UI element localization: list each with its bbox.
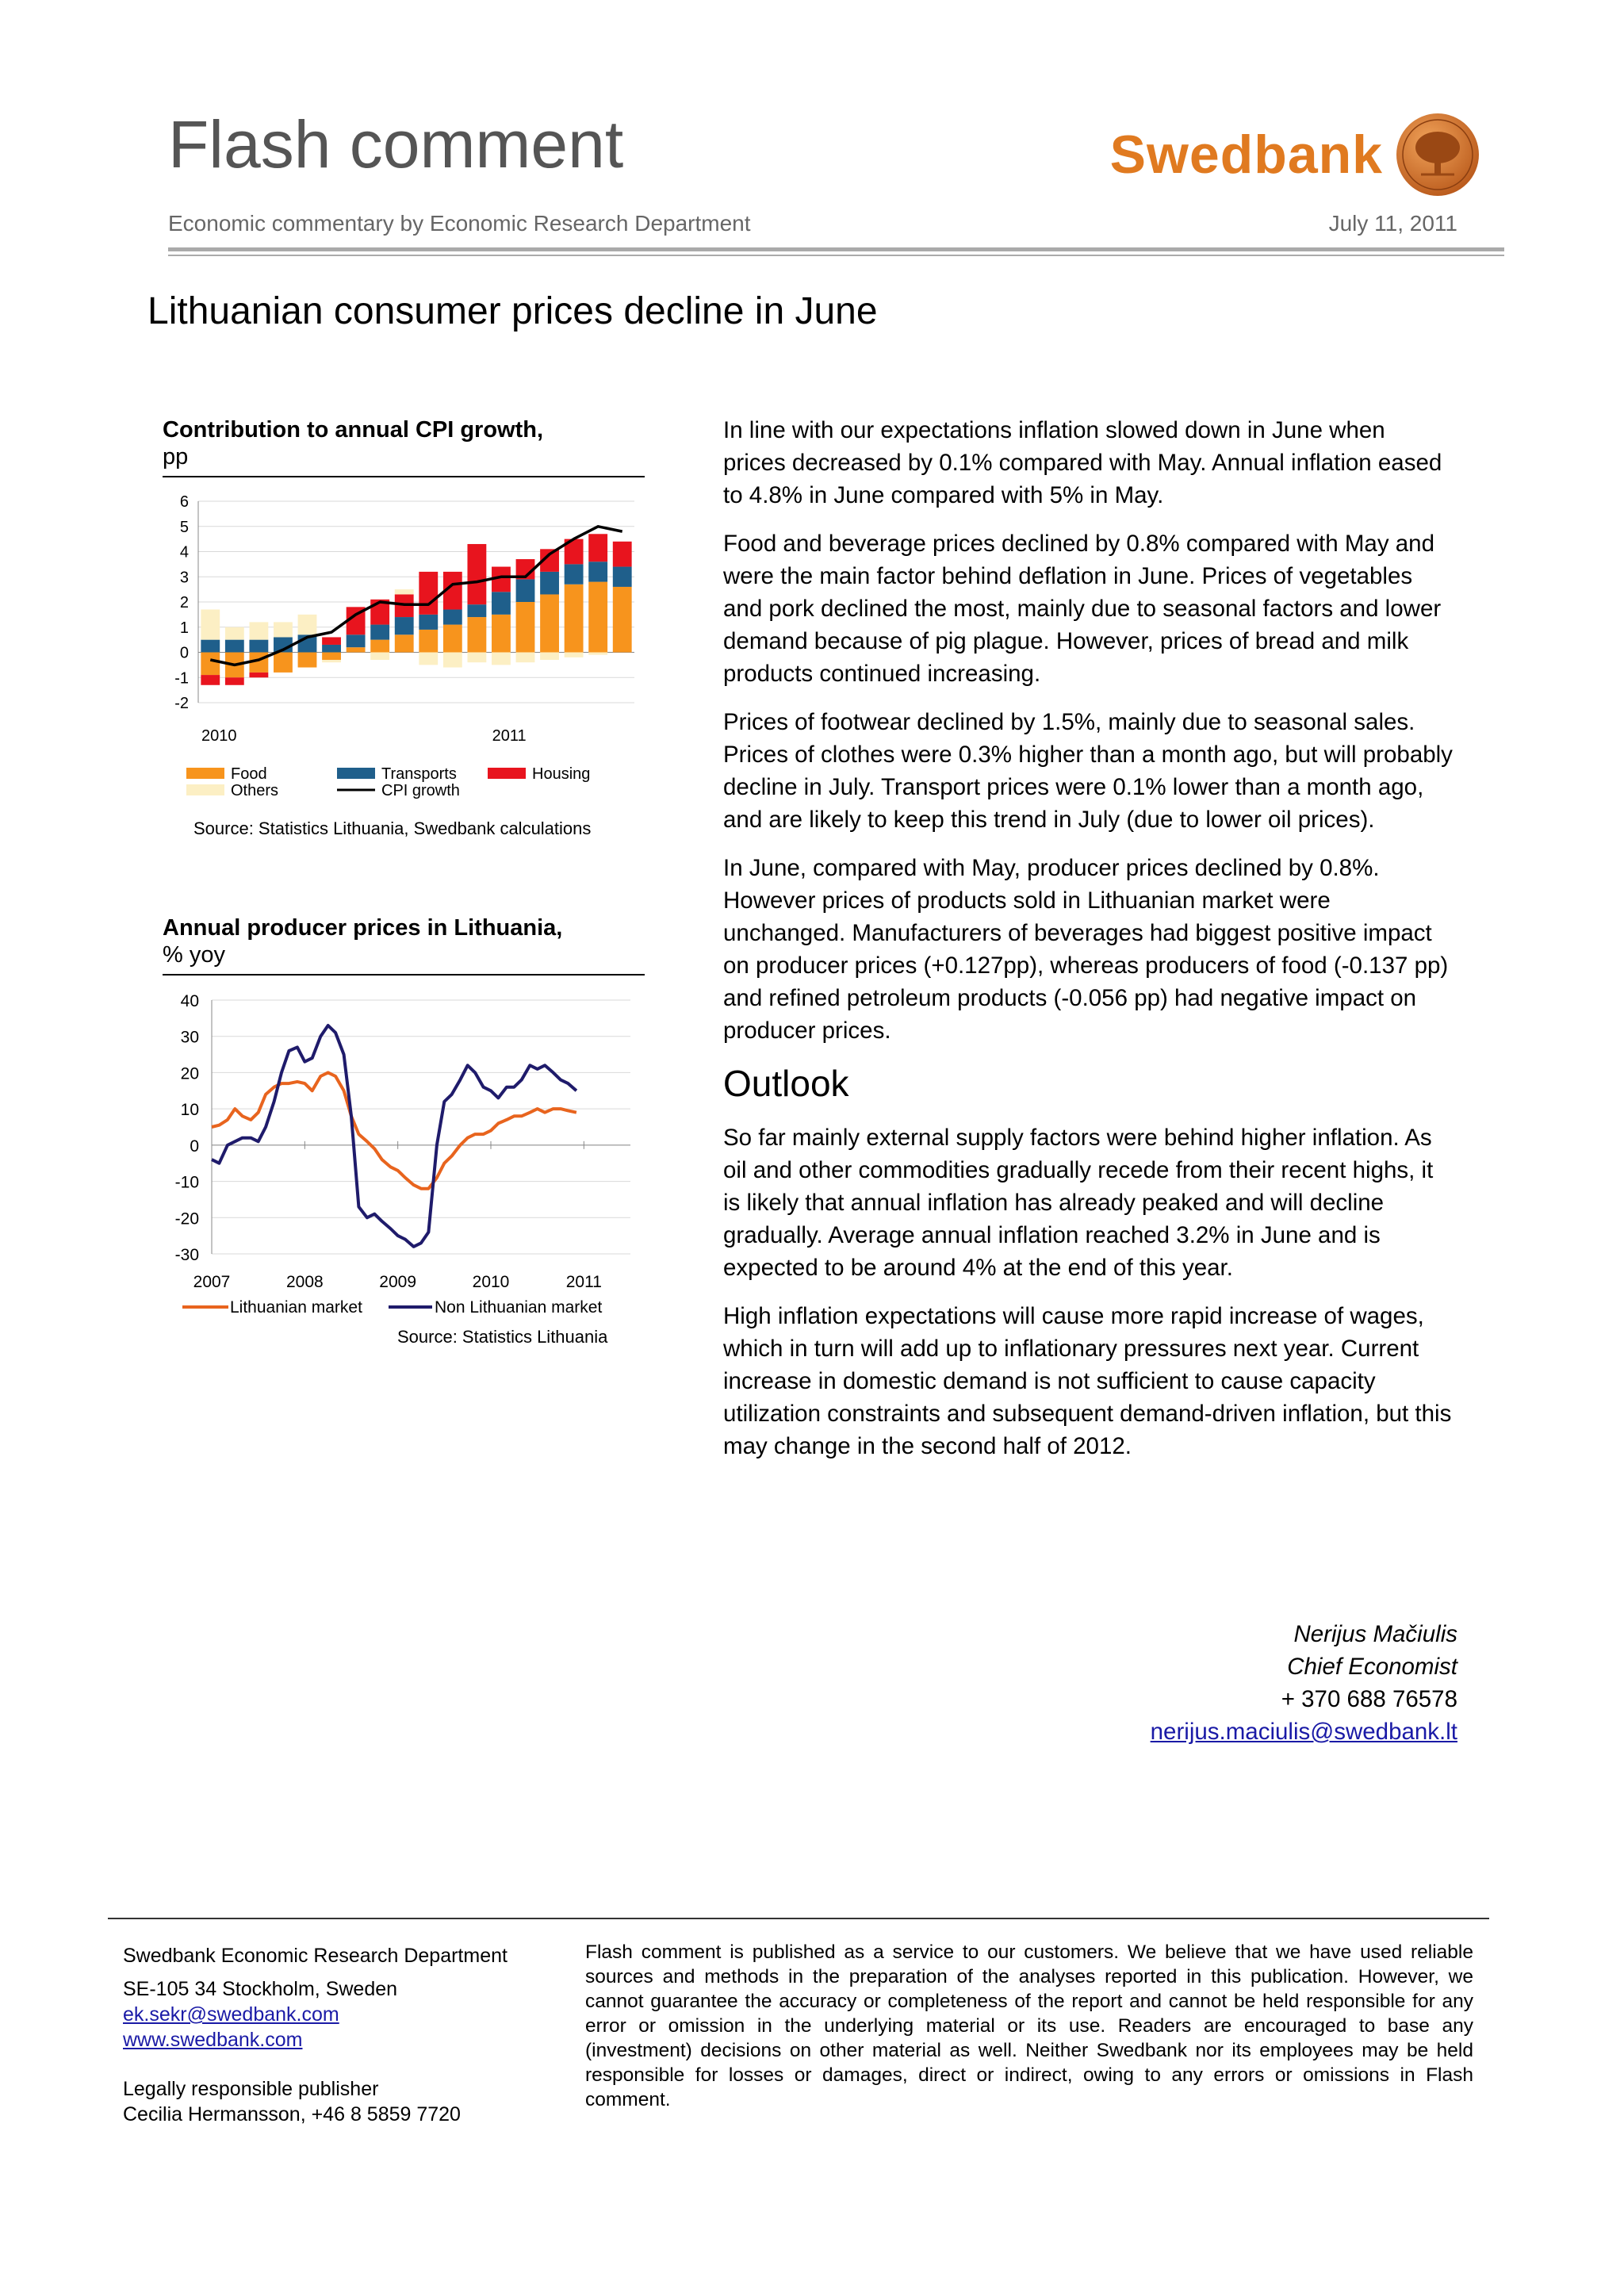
author-email-link[interactable]: nerijus.maciulis@swedbank.lt — [1150, 1719, 1457, 1745]
bar-food — [492, 615, 511, 653]
bar-food — [201, 653, 220, 676]
cpi-contribution-chart — [163, 484, 646, 849]
footer-website-link[interactable]: www.swedbank.com — [123, 2029, 303, 2051]
legend-swatch-transports — [337, 768, 375, 779]
bar-others — [516, 653, 535, 663]
article-body — [723, 414, 1453, 1478]
bar-transports — [588, 562, 607, 581]
bar-food — [395, 634, 414, 652]
paragraph-expectations: High inflation expectations will cause more rapid increase of wages, which in turn will add up to inflationary pressures next year. Current increase in domestic demand is not sufficient to cause capacity utilization constraints and subsequent demand-driven inflation, but this may change in the second half of 2012. — [723, 1303, 1452, 1459]
y-tick-label: 3 — [179, 569, 189, 587]
y-tick-label: 4 — [179, 543, 189, 562]
bar-transports — [347, 634, 366, 647]
x-tick-label: 2010 — [201, 727, 237, 745]
bar-others — [395, 589, 414, 594]
bar-transports — [370, 625, 389, 640]
y-tick-label: 20 — [180, 1064, 199, 1083]
bar-food — [322, 653, 341, 661]
footer-department: Swedbank Economic Research Department — [123, 1945, 508, 1967]
author-phone: + 370 688 76578 — [1281, 1686, 1457, 1712]
y-tick-label: -30 — [174, 1246, 199, 1264]
bar-others — [370, 653, 389, 661]
footer-publisher: Cecilia Hermansson, +46 8 5859 7720 — [123, 2103, 461, 2125]
legend-label-food: Food — [231, 765, 267, 783]
footer-disclaimer: Flash comment is published as a service to our customers. We believe that we have used reliable sources and methods in the preparation of the analyses reported in this publication. However, we cannot guarantee the accuracy or completeness of the report and cannot be held responsible for any error or omission in the underlying material or its use. Readers are encouraged to base any (investment) decisions on other material as well. Neither Swedbank nor its employees may be held responsible for losses or damages, direct or indirect, owing to any errors or omissions in Flash comment. — [585, 1941, 1473, 2110]
ppi-chart-rule — [163, 974, 645, 976]
bar-transports — [395, 617, 414, 634]
subtitle: Economic commentary by Economic Research Department — [168, 211, 751, 236]
footer-address: SE-105 34 Stockholm, Sweden — [123, 1978, 398, 2000]
y-tick-label: -10 — [174, 1173, 199, 1192]
bar-food — [540, 594, 559, 652]
legend-swatch-housing — [488, 768, 526, 779]
bar-others — [419, 653, 438, 665]
x-tick-label: 2009 — [379, 1273, 417, 1291]
bar-housing — [249, 673, 268, 677]
bar-others — [565, 653, 584, 657]
author-signature — [1151, 1618, 1457, 1748]
bar-transports — [540, 572, 559, 595]
bar-transports — [613, 567, 632, 587]
legend-swatch-food — [186, 768, 224, 779]
outlook-heading: Outlook — [723, 1063, 849, 1104]
header-divider-thin — [168, 255, 1504, 256]
bar-transports — [443, 610, 462, 625]
x-tick-label: 2007 — [193, 1273, 231, 1291]
bar-food — [419, 630, 438, 653]
y-tick-label: 30 — [180, 1028, 199, 1047]
bar-transports — [249, 640, 268, 653]
bar-others — [225, 627, 244, 640]
legend-label-others: Others — [231, 782, 279, 799]
bar-others — [443, 653, 462, 668]
bar-food — [347, 647, 366, 652]
y-tick-label: 10 — [180, 1101, 199, 1120]
ppi-chart-source: Source: Statistics Lithuania — [397, 1327, 608, 1347]
y-tick-label: 0 — [190, 1137, 199, 1156]
bar-transports — [565, 564, 584, 584]
x-tick-label: 2011 — [492, 727, 527, 745]
y-tick-label: -2 — [174, 695, 189, 712]
bar-transports — [201, 640, 220, 653]
paragraph-inflation: In line with our expectations inflation slowed down in June when prices decreased by 0.1% compared with May. Annual inflation eased to 4.8% in June compared with 5% in May. — [723, 417, 1442, 508]
bar-food — [516, 602, 535, 653]
bar-others — [467, 653, 486, 663]
footer-contact — [123, 1943, 508, 2127]
legend-swatch-others — [186, 784, 224, 795]
paragraph-food: Food and beverage prices declined by 0.8% compared with May and were the main factor behind deflation in June. Prices of vegetables and pork declined the most, mainly due to seasonal factors and lower demand because of pig plague. However, prices of bread and milk products continued increasing. — [723, 531, 1442, 687]
legend-label-cpi-growth: CPI growth — [381, 782, 460, 799]
bar-food — [443, 625, 462, 653]
ppi-chart-header — [163, 914, 645, 968]
bar-transports — [516, 579, 535, 602]
brand — [1110, 111, 1481, 198]
cpi-chart-title: Contribution to annual CPI growth, — [163, 417, 544, 443]
paragraph-footwear: Prices of footwear declined by 1.5%, mainly due to seasonal sales. Prices of clothes were 0.3% higher than a month ago, but will probably decline in July. Transport prices were 0.1% lower than a month ago, and are likely to keep this trend in July (due to lower oil prices). — [723, 709, 1453, 833]
publication-date: July 11, 2011 — [1328, 211, 1457, 236]
bar-food — [370, 640, 389, 653]
author-name: Nerijus Mačiulis — [1293, 1621, 1457, 1647]
x-tick-label: 2010 — [472, 1273, 510, 1291]
oak-tree-logo-icon — [1394, 111, 1481, 198]
y-tick-label: 0 — [179, 644, 189, 662]
paragraph-producer: In June, compared with May, producer prices declined by 0.8%. However prices of products sold in Lithuanian market were unchanged. Manufacturers of beverages had biggest positive impact on producer prices (+0.127pp), whereas producers of food (-0.137 pp) and refined petroleum products (-0.056 pp) had negative impact on producer prices. — [723, 855, 1449, 1044]
x-tick-label: 2008 — [285, 1273, 324, 1291]
bar-food — [274, 653, 293, 673]
paragraph-outlook: So far mainly external supply factors were behind higher inflation. As oil and other commodities gradually recede from their recent highs, it is likely that annual inflation has already peaked and will decline gradually. Average annual inflation reached 3.2% in June and is expected to be around 4% at the end of this year. — [723, 1125, 1434, 1281]
y-tick-label: 1 — [179, 619, 189, 637]
cpi-chart-unit: pp — [163, 444, 189, 470]
cpi-chart-header — [163, 416, 645, 470]
brand-name: Swedbank — [1109, 125, 1383, 185]
cpi-growth-line — [210, 527, 622, 665]
producer-prices-chart — [163, 980, 646, 1321]
y-tick-label: 6 — [179, 493, 189, 511]
bar-food — [565, 585, 584, 653]
footer-publisher-label: Legally responsible publisher — [123, 2078, 379, 2100]
bar-transports — [419, 615, 438, 630]
series-line-lithuanian-market — [212, 1072, 576, 1188]
bar-others — [492, 653, 511, 665]
ppi-chart-unit: % yoy — [163, 942, 225, 968]
bar-housing — [613, 542, 632, 567]
y-tick-label: 2 — [179, 594, 189, 611]
legend-label-transports: Transports — [381, 765, 457, 783]
y-tick-label: -20 — [174, 1209, 199, 1228]
bar-transports — [467, 604, 486, 617]
bar-others — [540, 653, 559, 661]
bar-others — [274, 622, 293, 637]
legend-label-lithuanian-market: Lithuanian market — [230, 1298, 362, 1317]
footer-email-link[interactable]: ek.sekr@swedbank.com — [123, 2003, 339, 2026]
bar-others — [201, 610, 220, 640]
series-line-non-lithuanian-market — [212, 1025, 576, 1247]
bar-housing — [419, 572, 438, 615]
footer-divider — [108, 1918, 1489, 1919]
bar-food — [467, 617, 486, 652]
x-tick-label: 2011 — [565, 1273, 602, 1291]
bar-transports — [225, 640, 244, 653]
bar-food — [613, 587, 632, 653]
bar-others — [298, 615, 317, 634]
headline: Lithuanian consumer prices decline in June — [147, 290, 878, 332]
bar-others — [588, 653, 607, 655]
y-tick-label: 40 — [180, 992, 199, 1010]
bar-food — [298, 653, 317, 668]
bar-food — [588, 582, 607, 653]
document-title: Flash comment — [168, 107, 624, 182]
bar-others — [249, 622, 268, 639]
y-tick-label: 5 — [179, 518, 189, 536]
bar-housing — [225, 677, 244, 685]
bar-housing — [201, 675, 220, 685]
legend-label-non-lithuanian-market: Non Lithuanian market — [435, 1298, 603, 1317]
header-divider — [168, 247, 1504, 251]
bar-transports — [322, 645, 341, 653]
bar-housing — [467, 544, 486, 604]
legend-label-housing: Housing — [532, 765, 591, 783]
y-tick-label: -1 — [174, 669, 189, 688]
cpi-chart-source: Source: Statistics Lithuania, Swedbank calculations — [193, 818, 592, 838]
cpi-chart-rule — [163, 476, 645, 477]
bar-others — [322, 660, 341, 662]
ppi-chart-title: Annual producer prices in Lithuania, — [163, 915, 563, 941]
bar-housing — [588, 534, 607, 562]
bar-transports — [492, 592, 511, 615]
author-role: Chief Economist — [1287, 1654, 1457, 1680]
bar-housing — [322, 637, 341, 645]
